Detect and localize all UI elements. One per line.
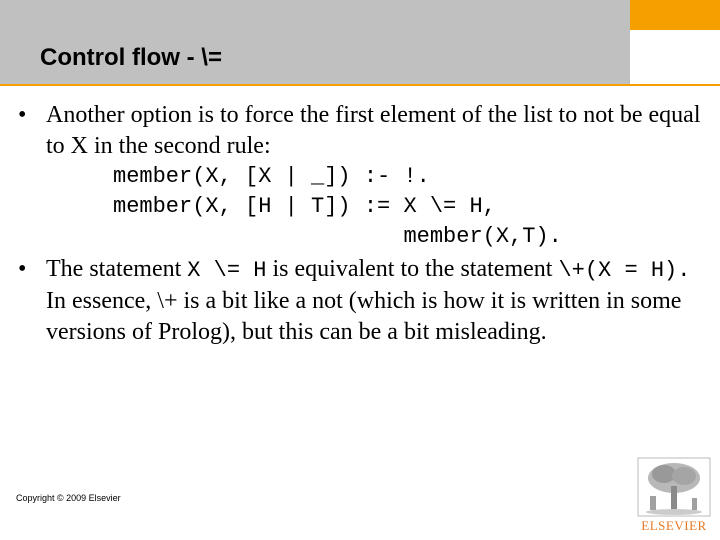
- code-block: [18, 162, 708, 252]
- bullet-1: [18, 100, 708, 162]
- accent-bar: [630, 0, 720, 30]
- bullet-dot: •: [18, 102, 27, 128]
- copyright-text: Copyright © 2009 Elsevier: [16, 493, 121, 503]
- code-line-3: member(X,T).: [113, 224, 562, 249]
- slide-title: Control flow - \=: [40, 44, 222, 71]
- bullet-1-text: Another option is to force the first element of the list to not be equal to X in the second rule:: [46, 102, 701, 159]
- bullet-2-seg-3: In essence, \+ is a bit like a not (which is how it is written in some versions of Prolog), but this can be a bit misleading.: [46, 288, 682, 345]
- logo-wordmark: ELSEVIER: [641, 518, 707, 533]
- code-line-2: member(X, [H | T]) := X \= H,: [113, 194, 496, 219]
- bullet-2-text: [46, 254, 708, 348]
- tree-icon: [636, 456, 712, 518]
- bullet-2: [18, 254, 708, 348]
- bullet-2-code-1: X \= H: [187, 258, 267, 283]
- slide-body: [18, 100, 708, 348]
- title-underline: [0, 84, 720, 86]
- elsevier-logo: [636, 456, 712, 536]
- code-line-1: member(X, [X | _]) :- !.: [113, 164, 430, 189]
- bullet-2-seg-2: is equivalent to the statement: [266, 256, 559, 282]
- bullet-dot: •: [18, 256, 27, 282]
- bullet-2-seg-1: The statement: [46, 256, 188, 282]
- bullet-2-code-2: \+(X = H).: [558, 258, 691, 283]
